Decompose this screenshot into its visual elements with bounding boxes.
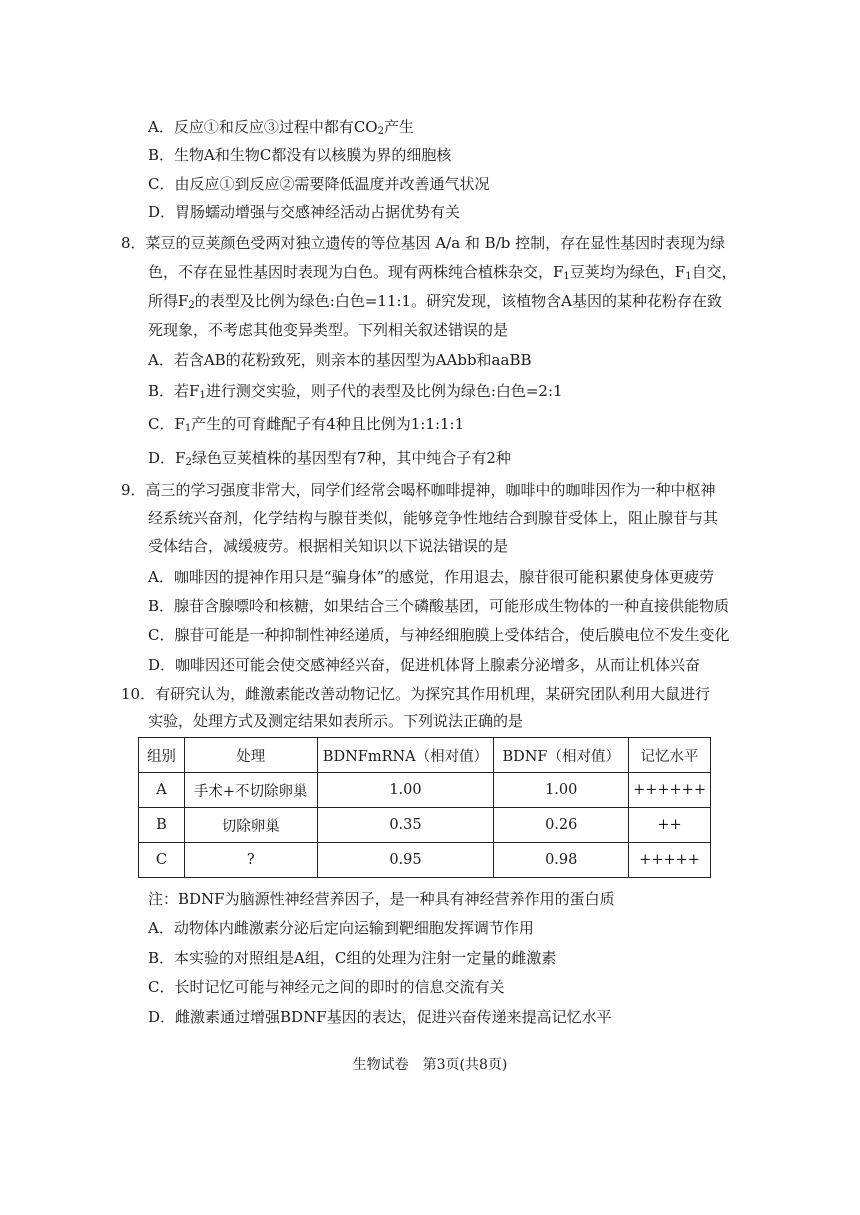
- subscript: 2: [188, 300, 195, 311]
- results-table: [138, 737, 711, 878]
- table-header-cell: 处理: [184, 738, 317, 773]
- subscript: 2: [377, 126, 384, 137]
- q8-option-a: A．若含AB的花粉致死，则亲本的基因型为AAbb和aaBB: [148, 351, 532, 369]
- subscript: 1: [184, 423, 192, 434]
- text: 的表型及比例为绿色:白色=11:1。研究发现，该植物含A基因的某种花粉存在致: [194, 292, 722, 310]
- q9-option-b: B．腺苷含腺嘌呤和核糖，如果结合三个磷酸基团，可能形成生物体的一种直接供能物质: [148, 597, 730, 615]
- q8-option-c: [148, 414, 464, 434]
- subscript: 1: [563, 271, 570, 282]
- table-cell: 1.00: [494, 773, 629, 808]
- q10-table-note: 注：BDNF为脑源性神经营养因子，是一种具有神经营养作用的蛋白质: [148, 890, 615, 908]
- text: C．F: [148, 415, 185, 433]
- table-cell: 0.26: [494, 808, 629, 843]
- q10-stem-line-1: 10．有研究认为，雌激素能改善动物记忆。为探究其作用机理，某研究团队利用大鼠进行: [121, 685, 711, 703]
- text: D．F: [148, 449, 186, 467]
- text: 色，不存在显性基因时表现为白色。现有两株纯合植株杂交，F: [148, 263, 564, 281]
- text: B．若F: [148, 382, 200, 400]
- q10-option-a: A．动物体内雌激素分泌后定向运输到靶细胞发挥调节作用: [148, 919, 534, 937]
- page-footer: 生物试卷 第3页(共8页): [352, 1057, 508, 1073]
- table-header-cell: 组别: [139, 738, 185, 773]
- table-cell: 0.95: [317, 843, 494, 878]
- table-header-cell: BDNFmRNA（相对值）: [317, 738, 494, 773]
- table-header-cell: 记忆水平: [629, 738, 711, 773]
- subscript: 1: [685, 271, 692, 282]
- table-cell: 切除卵巢: [184, 808, 317, 843]
- q7-option-a: [148, 117, 414, 137]
- q9-stem-line-1: 9．高三的学习强度非常大，同学们经常会喝杯咖啡提神，咖啡中的咖啡因作为一种中枢神: [121, 481, 716, 499]
- text: 进行测交实验，则子代的表型及比例为绿色:白色=2:1: [205, 382, 563, 400]
- q8-stem-line-2: [148, 262, 737, 282]
- table-cell: 0.98: [494, 843, 629, 878]
- table-cell: C: [139, 843, 185, 878]
- q8-stem-line-4: 死现象，不考虑其他变异类型。下列相关叙述错误的是: [148, 321, 509, 339]
- table-cell: B: [139, 808, 185, 843]
- table-cell: +++++: [629, 843, 711, 878]
- table-cell: 1.00: [317, 773, 494, 808]
- q10-stem-line-2: 实验，处理方式及测定结果如表所示。下列说法正确的是: [148, 712, 524, 730]
- text: 所得F: [148, 292, 189, 310]
- q8-option-b: [148, 381, 563, 401]
- q7-option-c: C．由反应①到反应②需要降低温度并改善通气状况: [148, 175, 490, 193]
- table-row: [139, 808, 711, 843]
- table-cell: ?: [184, 843, 317, 878]
- q10-option-b: B．本实验的对照组是A组，C组的处理为注射一定量的雌激素: [148, 949, 557, 967]
- q9-option-d: D．咖啡因还可能会使交感神经兴奋，促进机体肾上腺素分泌增多，从而让机体兴奋: [148, 656, 701, 674]
- table-cell: 0.35: [317, 808, 494, 843]
- q7-option-a-text: A．反应①和反应③过程中都有CO: [148, 118, 378, 136]
- text: 豆荚均为绿色，F: [569, 263, 686, 281]
- q10-option-c: C．长时记忆可能与神经元之间的即时的信息交流有关: [148, 978, 505, 996]
- table-cell: 手术+不切除卵巢: [184, 773, 317, 808]
- q9-stem-line-3: 受体结合，减缓疲劳。根据相关知识以下说法错误的是: [148, 537, 509, 555]
- table-header-cell: BDNF（相对值）: [494, 738, 629, 773]
- table-cell: ++: [629, 808, 711, 843]
- text: 产生的可育雌配子有4种且比例为1:1:1:1: [191, 415, 465, 433]
- q7-option-d: D．胃肠蠕动增强与交感神经活动占据优势有关: [148, 203, 461, 221]
- q8-stem-line-1: 8．菜豆的豆荚颜色受两对独立遗传的等位基因 A/a 和 B/b 控制，存在显性基因时表现为绿: [121, 234, 726, 252]
- q7-option-b: B．生物A和生物C都没有以核膜为界的细胞核: [148, 146, 452, 164]
- table-cell: ++++++: [629, 773, 711, 808]
- text: 自交，: [691, 263, 737, 281]
- table-cell: A: [139, 773, 185, 808]
- subscript: 2: [185, 457, 192, 468]
- text: 绿色豆荚植株的基因型有7种，其中纯合子有2种: [191, 449, 511, 467]
- q8-option-d: [148, 448, 511, 468]
- q8-stem-line-3: [148, 291, 722, 311]
- q9-option-a: A．咖啡因的提神作用只是“骗身体”的感觉，作用退去，腺苷很可能积累使身体更疲劳: [148, 568, 715, 586]
- q9-option-c: C．腺苷可能是一种抑制性神经递质，与神经细胞膜上受体结合，使后膜电位不发生变化: [148, 626, 730, 644]
- q9-stem-line-2: 经系统兴奋剂，化学结构与腺苷类似，能够竞争性地结合到腺苷受体上，阻止腺苷与其: [148, 509, 719, 527]
- table-row: [139, 843, 711, 878]
- q10-option-d: D．雌激素通过增强BDNF基因的表达，促进兴奋传递来提高记忆水平: [148, 1008, 612, 1026]
- subscript: 1: [199, 390, 206, 401]
- q7-option-a-tail: 产生: [383, 118, 414, 136]
- table-row: [139, 773, 711, 808]
- table-header-row: [139, 738, 711, 773]
